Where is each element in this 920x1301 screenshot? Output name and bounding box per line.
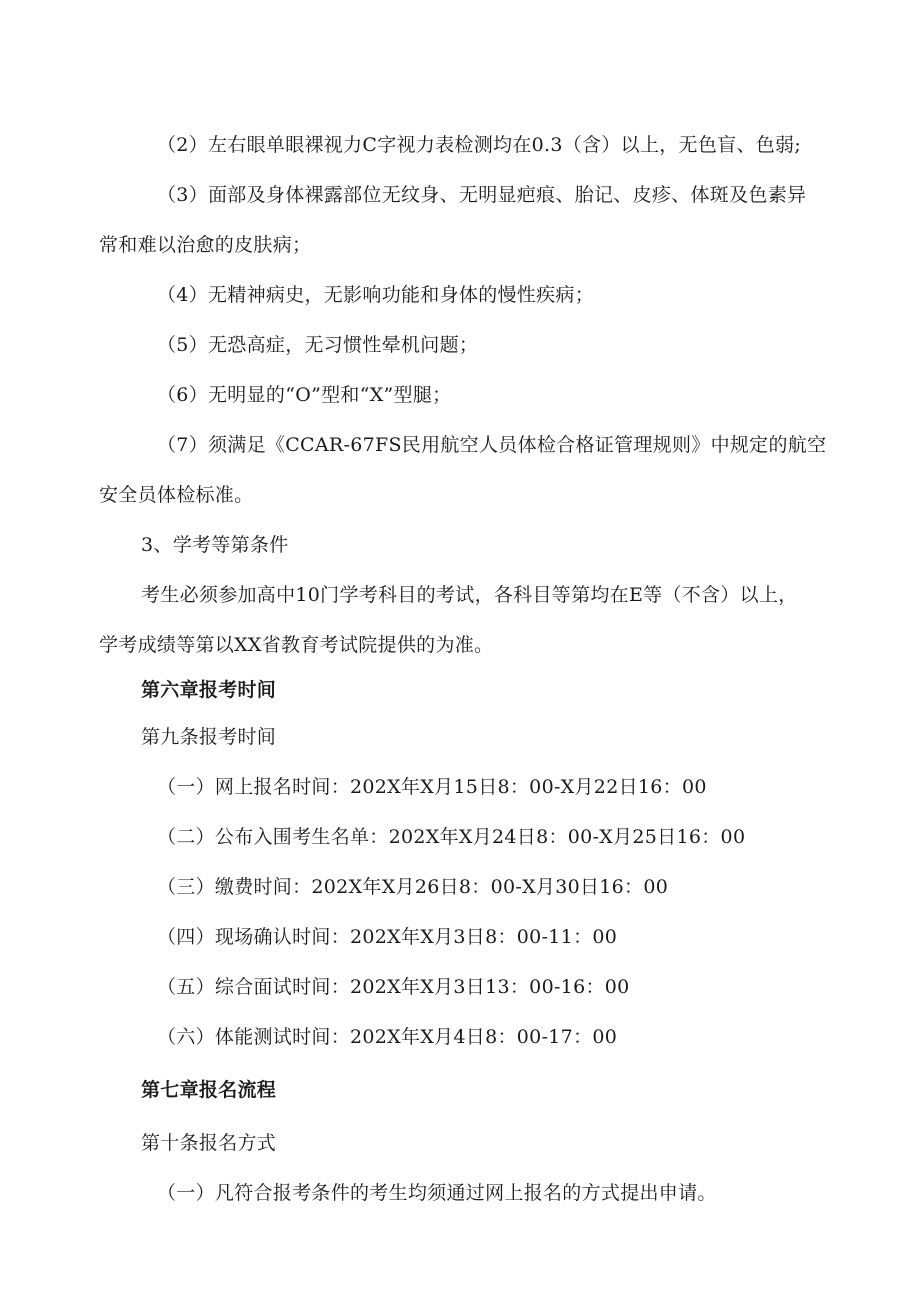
chapter-6-title: 第六章报考时间: [141, 679, 277, 701]
condition-item-2: （2）左右眼单眼裸视力C字视力表检测均在0.3（含）以上，无色盲、色弱;: [157, 134, 802, 156]
chapter-7-title: 第七章报名流程: [141, 1079, 277, 1101]
article-10-title: 第十条报名方式: [141, 1132, 277, 1154]
condition-item-5: （5）无恐高症，无习惯性晕机问题；: [157, 334, 479, 356]
schedule-item-3: （三）缴费时间：202X年X月26日8：00-X月30日16：00: [157, 876, 669, 898]
schedule-item-2: （二）公布入围考生名单：202X年X月24日8：00-X月25日16：00: [157, 826, 746, 848]
section-3-paragraph-continuation: 学考成绩等第以XX省教育考试院提供的为准。: [99, 634, 494, 656]
section-3-heading: 3、学考等第条件: [141, 534, 289, 556]
schedule-item-5: （五）综合面试时间：202X年X月3日13：00-16：00: [157, 976, 630, 998]
schedule-item-6: （六）体能测试时间：202X年X月4日8：00-17：00: [157, 1026, 618, 1048]
registration-method-1: （一）凡符合报考条件的考生均须通过网上报名的方式提出申请。: [157, 1182, 717, 1204]
condition-item-3-continuation: 常和难以治愈的皮肤病；: [99, 234, 312, 256]
article-9-title: 第九条报考时间: [141, 726, 277, 748]
condition-item-3: （3）面部及身体裸露部位无纹身、无明显疤痕、胎记、皮疹、体斑及色素异: [157, 184, 807, 206]
section-3-paragraph: 考生必须参加高中10门学考科目的考试，各科目等第均在E等（不含）以上，: [141, 584, 798, 606]
condition-item-7-continuation: 安全员体检标准。: [99, 484, 254, 506]
condition-item-4: （4）无精神病史，无影响功能和身体的慢性疾病；: [157, 284, 594, 306]
condition-item-6: （6）无明显的“O”型和“X”型腿；: [157, 384, 452, 406]
schedule-item-1: （一）网上报名时间：202X年X月15日8：00-X月22日16：00: [157, 776, 707, 798]
condition-item-7: （7）须满足《CCAR-67FS民用航空人员体检合格证管理规则》中规定的航空: [157, 434, 827, 456]
schedule-item-4: （四）现场确认时间：202X年X月3日8：00-11：00: [157, 926, 618, 948]
